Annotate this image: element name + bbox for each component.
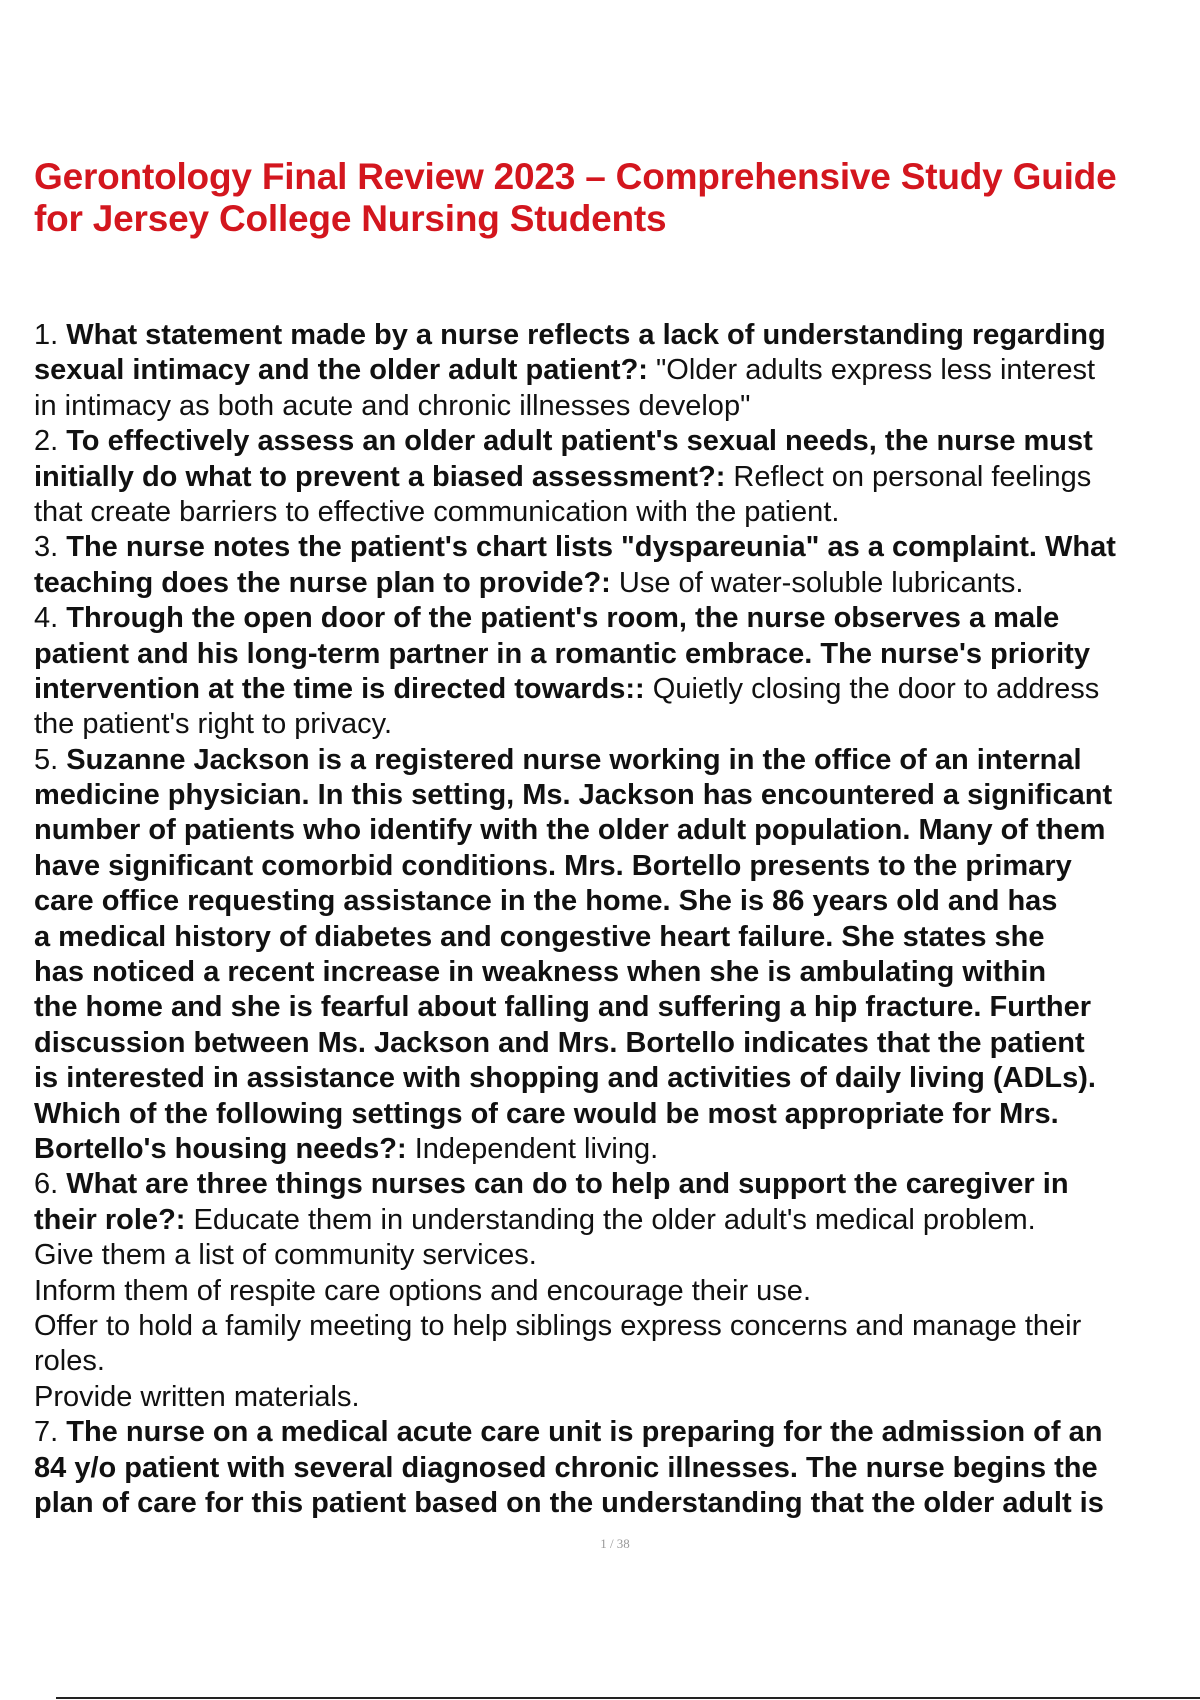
answer-text: 3.	[34, 531, 67, 564]
answer-text: 6.	[34, 1168, 67, 1201]
text-line	[34, 849, 1200, 884]
text-line	[34, 530, 1200, 565]
question-text: What are three things nurses can do to help and support the caregiver in	[66, 1168, 1069, 1201]
text-line	[34, 1451, 1200, 1486]
answer-text: 1.	[34, 319, 67, 351]
text-line	[34, 813, 1200, 848]
text-line	[34, 566, 1200, 601]
question-text: 84 y/o patient with several diagnosed chronic illnesses. The nurse begins the	[34, 1451, 1098, 1484]
question-text: plan of care for this patient based on the understanding that the older adult is	[34, 1486, 1104, 1519]
text-line	[34, 1238, 1200, 1273]
question-text: sexual intimacy and the older adult patient?:	[34, 354, 648, 387]
question-text: What statement made by a nurse reflects a lack of understanding regarding	[66, 319, 1106, 351]
question-answer-list	[34, 318, 1200, 1521]
answer-text: 5.	[34, 743, 67, 776]
text-line	[34, 707, 1200, 742]
question-text: Suzanne Jackson is a registered nurse working in the office of an internal	[66, 743, 1082, 776]
title-line-2: for Jersey College Nursing Students	[34, 198, 667, 239]
question-text: have significant comorbid conditions. Mrs. Bortello presents to the primary	[34, 849, 1072, 882]
text-line	[34, 955, 1200, 990]
text-line	[34, 637, 1200, 672]
question-text: discussion between Ms. Jackson and Mrs. Bortello indicates that the patient	[34, 1026, 1085, 1059]
answer-text: Educate them in understanding the older adult's medical problem.	[185, 1203, 1036, 1236]
question-text: number of patients who identify with the older adult population. Many of them	[34, 814, 1106, 847]
answer-text: in intimacy as both acute and chronic illnesses develop"	[34, 389, 751, 422]
text-line	[34, 1203, 1200, 1238]
text-line	[34, 778, 1200, 813]
question-text: has noticed a recent increase in weakness when she is ambulating within	[34, 956, 1047, 989]
answer-text: Use of water-soluble lubricants.	[610, 566, 1024, 599]
footer-rule	[56, 1697, 1200, 1699]
text-line	[34, 1344, 1200, 1379]
answer-text: Offer to hold a family meeting to help siblings express concerns and manage their	[34, 1309, 1082, 1342]
question-text: Through the open door of the patient's room, the nurse observes a male	[66, 602, 1060, 635]
text-line	[34, 1415, 1200, 1450]
answer-text: 7.	[34, 1416, 67, 1449]
question-text: their role?:	[34, 1203, 186, 1236]
text-line	[34, 1309, 1200, 1344]
text-line	[34, 1167, 1200, 1202]
question-text: Which of the following settings of care would be most appropriate for Mrs.	[34, 1097, 1059, 1130]
question-text: intervention at the time is directed towards::	[34, 672, 645, 705]
text-line	[34, 601, 1200, 636]
text-line	[34, 884, 1200, 919]
text-line	[34, 1132, 1200, 1167]
question-text: teaching does the nurse plan to provide?:	[34, 566, 611, 599]
question-text: the home and she is fearful about falling and suffering a hip fracture. Further	[34, 991, 1092, 1024]
text-line	[34, 743, 1200, 778]
text-line	[34, 460, 1200, 495]
question-text: a medical history of diabetes and congestive heart failure. She states she	[34, 920, 1045, 953]
text-line	[34, 495, 1200, 530]
question-text: The nurse notes the patient's chart lists "dyspareunia" as a complaint. What	[66, 531, 1116, 564]
answer-text: Quietly closing the door to address	[644, 672, 1100, 705]
question-text: medicine physician. In this setting, Ms. Jackson has encountered a significant	[34, 779, 1113, 812]
document-title	[34, 156, 1174, 240]
answer-text: Reflect on personal feelings	[725, 460, 1092, 493]
text-line	[34, 1486, 1200, 1521]
text-line	[34, 1274, 1200, 1309]
text-line	[34, 353, 1200, 388]
text-line	[34, 1097, 1200, 1132]
question-text: is interested in assistance with shopping and activities of daily living (ADLs).	[34, 1062, 1096, 1095]
answer-text: Give them a list of community services.	[34, 1239, 537, 1272]
text-line	[34, 1061, 1200, 1096]
title-line-1: Gerontology Final Review 2023 – Comprehensive Study Guide	[34, 156, 1117, 197]
text-line	[34, 990, 1200, 1025]
question-text: Bortello's housing needs?:	[34, 1132, 407, 1165]
answer-text: Inform them of respite care options and encourage their use.	[34, 1274, 811, 1307]
answer-text: 4.	[34, 602, 67, 635]
text-line	[34, 1380, 1200, 1415]
answer-text: Provide written materials.	[34, 1380, 360, 1413]
text-line	[34, 1026, 1200, 1061]
text-line	[34, 920, 1200, 955]
page-number: 1 / 38	[600, 1536, 630, 1551]
text-line	[34, 424, 1200, 459]
answer-text: Independent living.	[406, 1132, 659, 1165]
question-text: care office requesting assistance in the home. She is 86 years old and has	[34, 885, 1058, 918]
question-text: patient and his long-term partner in a romantic embrace. The nurse's priority	[34, 637, 1090, 670]
answer-text: that create barriers to effective communication with the patient.	[34, 495, 840, 528]
question-text: The nurse on a medical acute care unit is preparing for the admission of an	[66, 1416, 1103, 1449]
question-text: To effectively assess an older adult patient's sexual needs, the nurse must	[66, 425, 1093, 458]
text-line	[34, 672, 1200, 707]
answer-text: 2.	[34, 425, 67, 458]
text-line	[34, 318, 1200, 353]
answer-text: "Older adults express less interest	[647, 354, 1096, 387]
answer-text: the patient's right to privacy.	[34, 708, 393, 741]
question-text: initially do what to prevent a biased assessment?:	[34, 460, 726, 493]
answer-text: roles.	[34, 1345, 105, 1378]
text-line	[34, 389, 1200, 424]
